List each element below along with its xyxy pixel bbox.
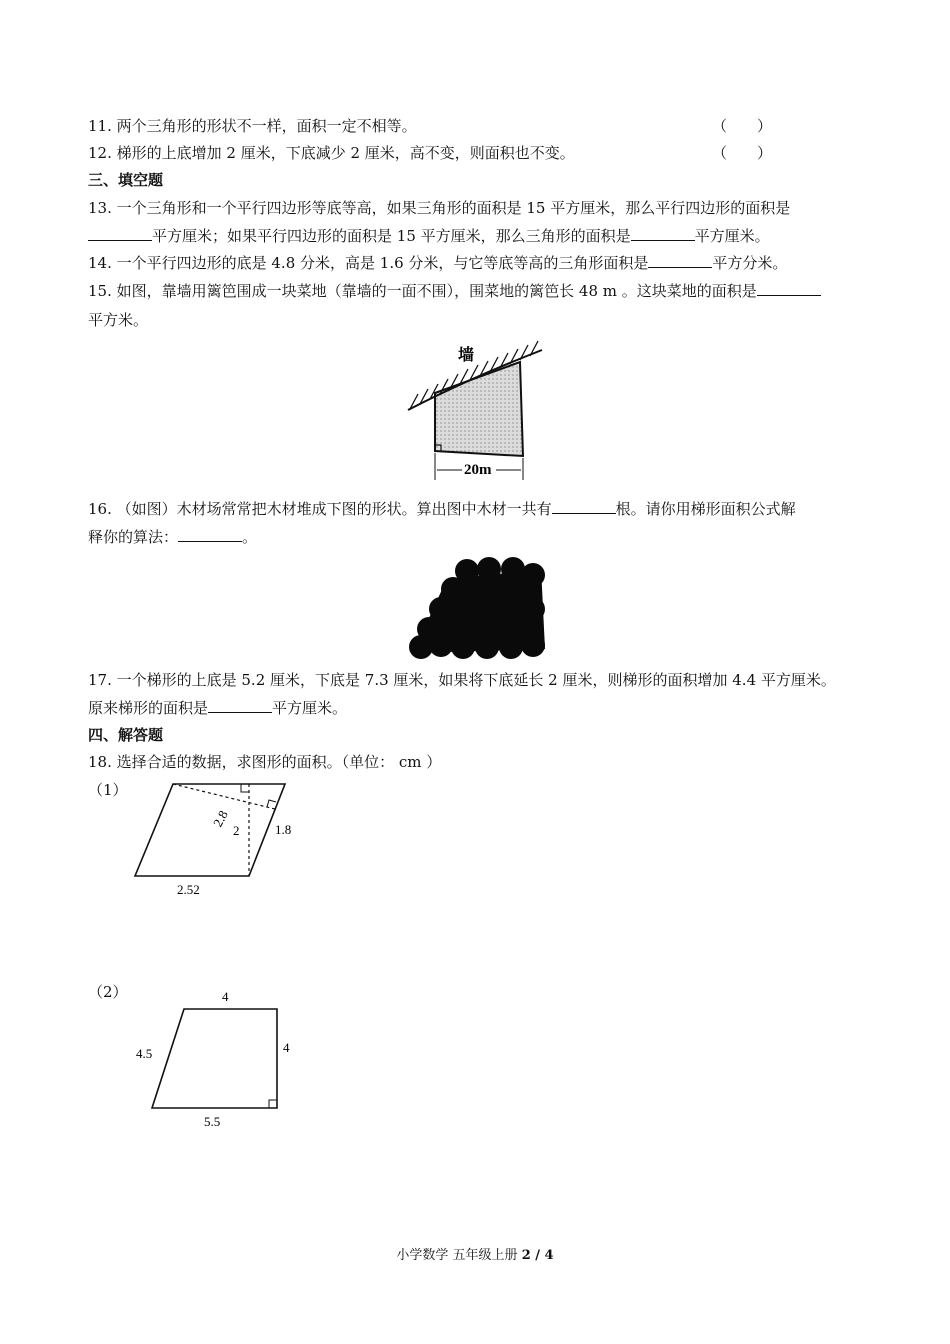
figure-log-pile [405,553,553,663]
question-18: 18. 选择合适的数据，求图形的面积。（单位： cm ） [88,753,442,771]
question-14-part-1: 14. 一个平行四边形的底是 4.8 分米，高是 1.6 分米，与它等底等高的三角形面积是 [88,254,649,272]
label-1-8: 1.8 [275,822,292,837]
answer-paren-11[interactable]: （ ） [711,117,772,135]
question-11-text: 11. 两个三角形的形状不一样，面积一定不相等。 [88,117,417,135]
label-right-4: 4 [283,1040,290,1055]
question-16-part-2: 根。请你用梯形面积公式解 [615,500,796,518]
question-17-line-2 [88,698,864,718]
question-15-part-1: 15. 如图，靠墙用篱笆围成一块菜地（靠墙的一面不围），围菜地的篱笆长 48 m 。这块菜地的面积是 [88,282,757,300]
question-13-part-3: 平方厘米。 [694,227,770,245]
blank-16b[interactable] [178,527,242,542]
question-13-part-2: 平方厘米；如果平行四边形的面积是 15 平方厘米，那么三角形的面积是 [152,227,631,245]
question-13-line-1: 13. 一个三角形和一个平行四边形等底等高，如果三角形的面积是 15 平方厘米，那么平行四边形的面积是 [88,199,791,217]
blank-15[interactable] [757,281,821,296]
question-14 [88,253,864,273]
question-16-line-1 [88,499,864,519]
figure-parallelogram [125,778,315,903]
question-16-line-2b: 。 [242,528,258,546]
answer-paren-12[interactable]: （ ） [711,144,772,162]
blank-13a[interactable] [88,226,152,241]
question-14-part-2: 平方分米。 [712,254,788,272]
question-12-text: 12. 梯形的上底增加 2 厘米，下底减少 2 厘米，高不变，则面积也不变。 [88,144,575,162]
question-15-line-2: 平方米。 [88,311,149,329]
section-4-heading: 四、解答题 [88,726,164,744]
question-13-line-2 [88,226,864,246]
label-2-52: 2.52 [177,882,200,897]
wall-label: 墙 [458,347,475,364]
blank-14[interactable] [648,253,712,268]
footer-page-number: 2 / 4 [521,1248,554,1263]
label-2-8: 2.8 [209,807,231,830]
figure-trapezoid [130,984,310,1132]
label-2: 2 [233,823,240,838]
question-16-line-2 [88,527,864,547]
label-top-4: 4 [222,989,229,1004]
page-footer [0,1244,950,1263]
blank-17[interactable] [208,698,272,713]
question-16-part-1: 16. （如图）木材场常常把木材堆成下图的形状。算出图中木材一共有 [88,500,552,518]
label-bottom-5-5: 5.5 [204,1114,221,1129]
question-16-line-2a: 释你的算法： [88,528,179,546]
blank-16a[interactable] [552,499,616,514]
question-17-part-2b: 平方厘米。 [272,699,348,717]
trapezoid-shape [152,1009,277,1108]
question-15-line-1 [88,281,864,301]
dimension-label-20m: 20m [464,462,492,478]
figure-vegetable-plot [400,338,548,488]
question-11 [88,116,864,136]
footer-subject: 小学数学 五年级上册 [396,1248,522,1263]
section-3-heading: 三、填空题 [88,171,164,189]
question-12 [88,143,864,163]
blank-13b[interactable] [631,226,695,241]
question-17-line-1: 17. 一个梯形的上底是 5.2 厘米，下底是 7.3 厘米，如果将下底延长 2 厘米，则梯形的面积增加 4.4 平方厘米。 [88,671,836,689]
label-left-4-5: 4.5 [136,1046,153,1061]
slant-height-dashed-line [173,784,275,809]
question-17-part-2a: 原来梯形的面积是 [88,699,209,717]
question-18-sub-2: （2） [88,983,128,1001]
question-18-sub-1: （1） [88,781,128,799]
parallelogram-shape [135,784,285,876]
